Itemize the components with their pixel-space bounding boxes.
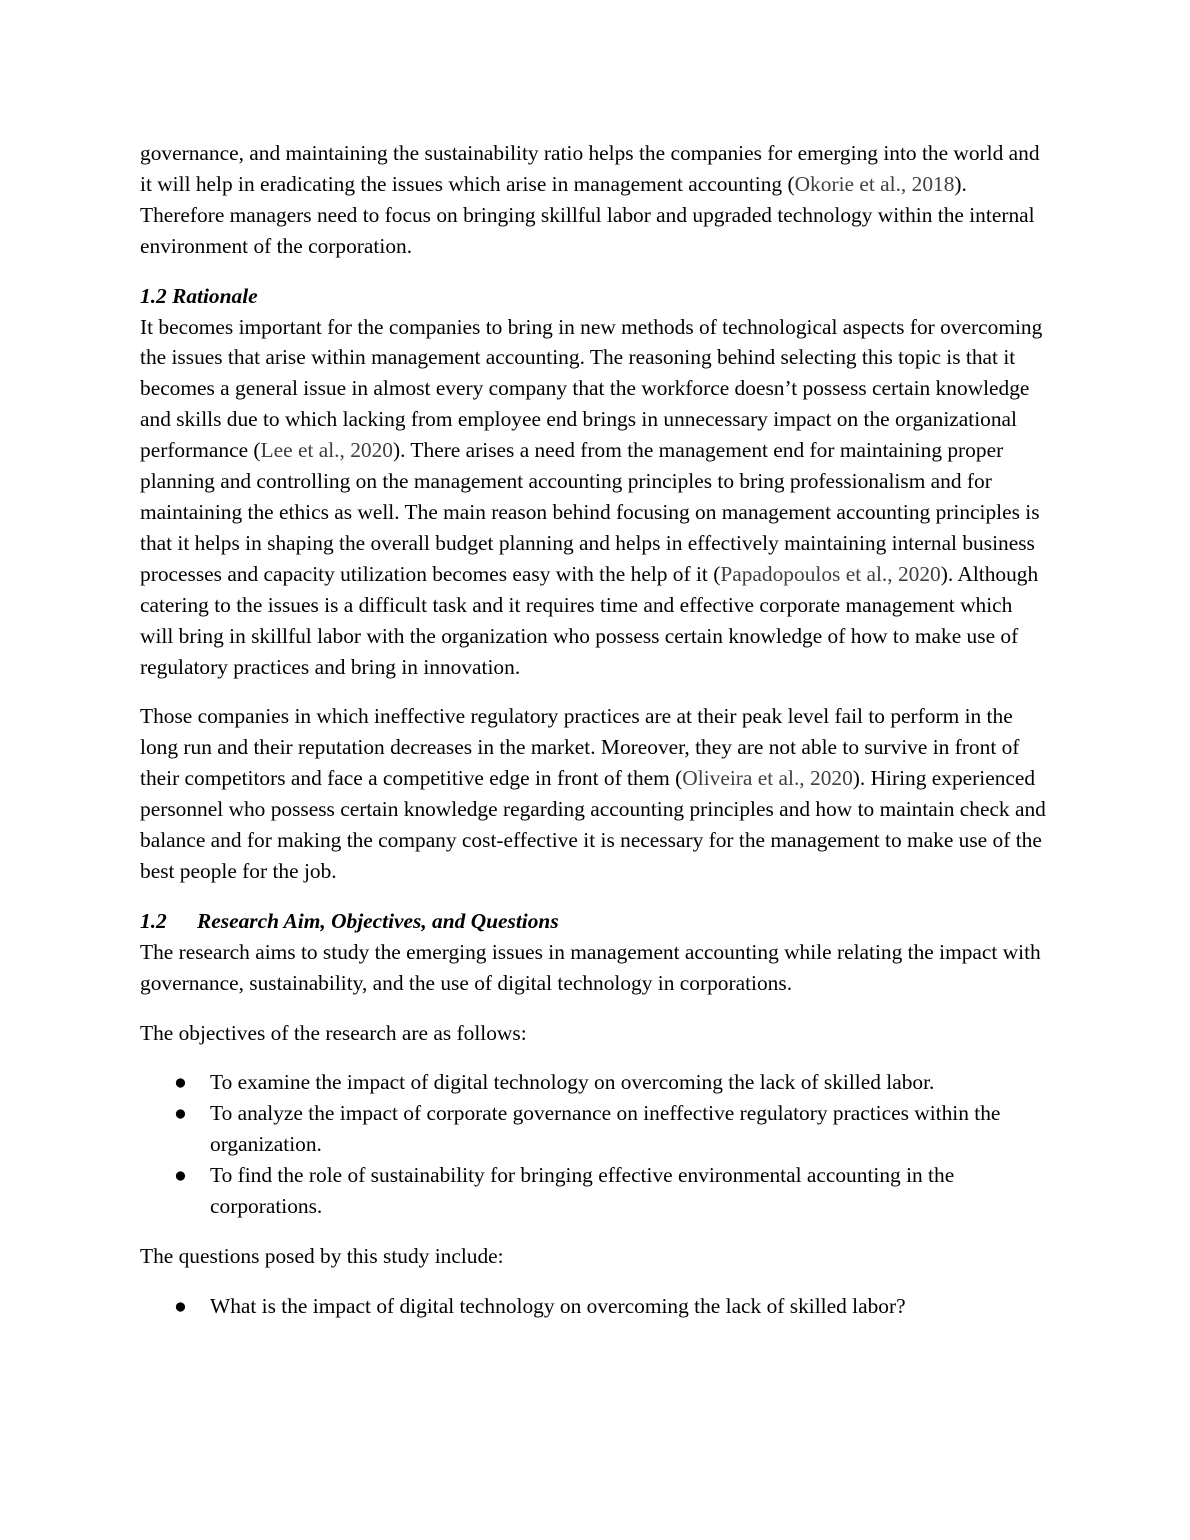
list-item [140, 1067, 1050, 1098]
questions-intro: The questions posed by this study include: [140, 1244, 504, 1268]
research-aim-paragraph: The research aims to study the emerging issues in management accounting while relating the impact with governance, sustainability, and the use of digital technology in corporations. [140, 939, 1041, 995]
bullet-icon: ● [174, 1293, 187, 1318]
intro-text-end: ). Therefore managers need to focus on bringing skillful labor and upgraded technology within the internal environment of the corporation. [140, 171, 1035, 258]
rationale-heading: 1.2 Rationale [140, 283, 258, 308]
question-text: What is the impact of digital technology on overcoming the lack of skilled labor? [210, 1293, 906, 1318]
objective-text: To examine the impact of digital technology on overcoming the lack of skilled labor. [210, 1070, 935, 1095]
rationale-paragraph-1 [140, 312, 1050, 683]
rationale-text: ). Hiring experienced personnel who possess certain knowledge regarding accounting principles and how to maintain check and balance and for making the company cost-effective it is necessary for the management to make use of the best people for the job. [140, 766, 1046, 883]
questions-list [140, 1291, 1050, 1322]
bullet-icon: ● [174, 1070, 187, 1095]
rationale-paragraph-2 [140, 701, 1050, 886]
document-page [140, 138, 1050, 1341]
objectives-list [140, 1067, 1050, 1222]
list-item [140, 1098, 1050, 1160]
research-heading [140, 906, 1050, 937]
list-item [140, 1160, 1050, 1222]
bullet-icon: ● [174, 1163, 187, 1188]
intro-text: governance, and maintaining the sustainability ratio helps the companies for emerging into the world and it will help in eradicating the issues which arise in management accounting ( [140, 141, 1040, 196]
citation-lee: Lee et al., 2020 [260, 438, 393, 463]
rationale-text: It becomes important for the companies to bring in new methods of technological aspects for overcoming the issues that arise within management accounting. The reasoning behind selecting this topic is that it becomes a general issue in almost every company that the workforce doesn’t possess certain knowledge and skills due to which lacking from employee end brings in unnecessary impact on the organizational performance ( [140, 314, 1043, 463]
citation-papadopoulos: Papadopoulos et al., 2020 [720, 561, 941, 586]
objective-text: To find the role of sustainability for bringing effective environmental accounting in the corporations. [210, 1163, 955, 1219]
citation-okorie: Okorie et al., 2018 [794, 171, 955, 196]
citation-oliveira: Oliveira et al., 2020 [682, 766, 853, 791]
intro-paragraph [140, 138, 1050, 262]
list-item [140, 1291, 1050, 1322]
objectives-intro: The objectives of the research are as follows: [140, 1020, 527, 1045]
research-heading-number: 1.2 [140, 908, 167, 933]
rationale-text: ). There arises a need from the management end for maintaining proper planning and controlling on the management accounting principles to bring professionalism and for maintaining the ethics as well. The main reason behind focusing on management accounting principles is that it helps in shaping the overall budget planning and helps in effectively maintaining internal business processes and capacity utilization becomes easy with the help of it ( [140, 438, 1040, 586]
objective-text: To analyze the impact of corporate governance on ineffective regulatory practices within the organization. [210, 1101, 1001, 1157]
bullet-icon: ● [174, 1101, 187, 1126]
research-heading-text: Research Aim, Objectives, and Questions [197, 908, 559, 933]
rationale-text: Those companies in which ineffective regulatory practices are at their peak level fail to perform in the long run and their reputation decreases in the market. Moreover, they are not able to survive in front of their competitors and face a competitive edge in front of them ( [140, 704, 1020, 791]
rationale-text: ). Although catering to the issues is a difficult task and it requires time and effective corporate management which will bring in skillful labor with the organization who possess certain knowledge of how to make use of regulatory practices and bring in innovation. [140, 561, 1039, 679]
